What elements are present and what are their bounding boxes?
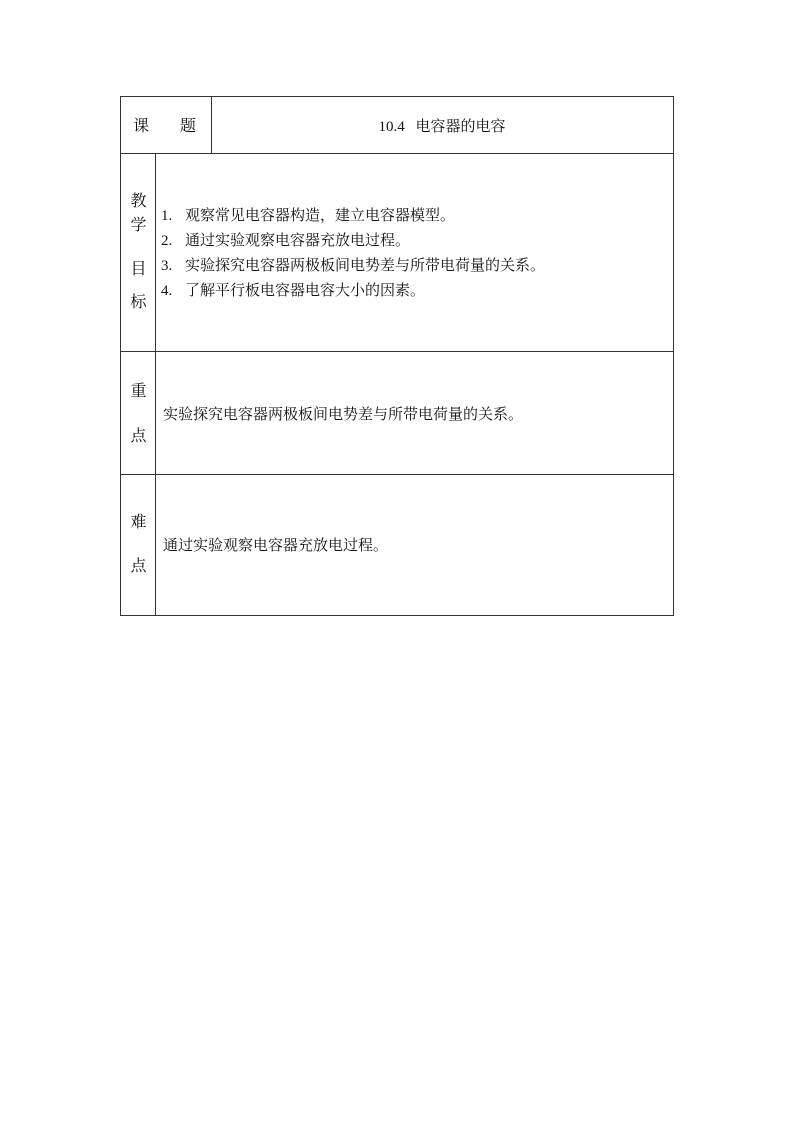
objectives-label-char: 标 [130,292,147,311]
key-points-label-char: 点 [130,426,147,445]
topic-label-char: 题 [180,116,197,135]
objective-number: 3. [161,258,173,274]
objective-text: 观察常见电容器构造，建立电容器模型。 [185,206,456,224]
objectives-label-char: 教 [130,191,147,210]
lesson-title-text: 电容器的电容 [415,117,506,135]
objectives-label-char: 目 [130,259,147,278]
difficulties-label-char: 难 [130,512,147,531]
difficulties-label-char: 点 [130,556,147,575]
key-points-label-char: 重 [130,381,147,400]
objective-item [161,280,425,301]
row-divider-objectives [120,351,674,352]
row-divider-topic [120,153,674,154]
objective-number: 1. [161,208,173,224]
objective-item [161,205,455,226]
key-points-text: 实验探究电容器两极板间电势差与所带电荷量的关系。 [163,405,524,423]
objective-number: 4. [161,283,173,299]
lesson-number: 10.4 [378,119,405,135]
topic-label-char: 课 [133,116,150,135]
objective-text: 了解平行板电容器电容大小的因素。 [185,281,426,299]
row-divider-key-points [120,474,674,475]
lesson-title [212,116,672,137]
objective-text: 通过实验观察电容器充放电过程。 [185,231,411,249]
objective-number: 2. [161,233,173,249]
objective-item [161,230,410,251]
label-column-divider [155,153,156,616]
objectives-label-char: 学 [130,215,147,234]
objective-text: 实验探究电容器两极板间电势差与所带电荷量的关系。 [185,256,546,274]
difficulties-text: 通过实验观察电容器充放电过程。 [163,536,389,554]
objective-item [161,255,545,276]
